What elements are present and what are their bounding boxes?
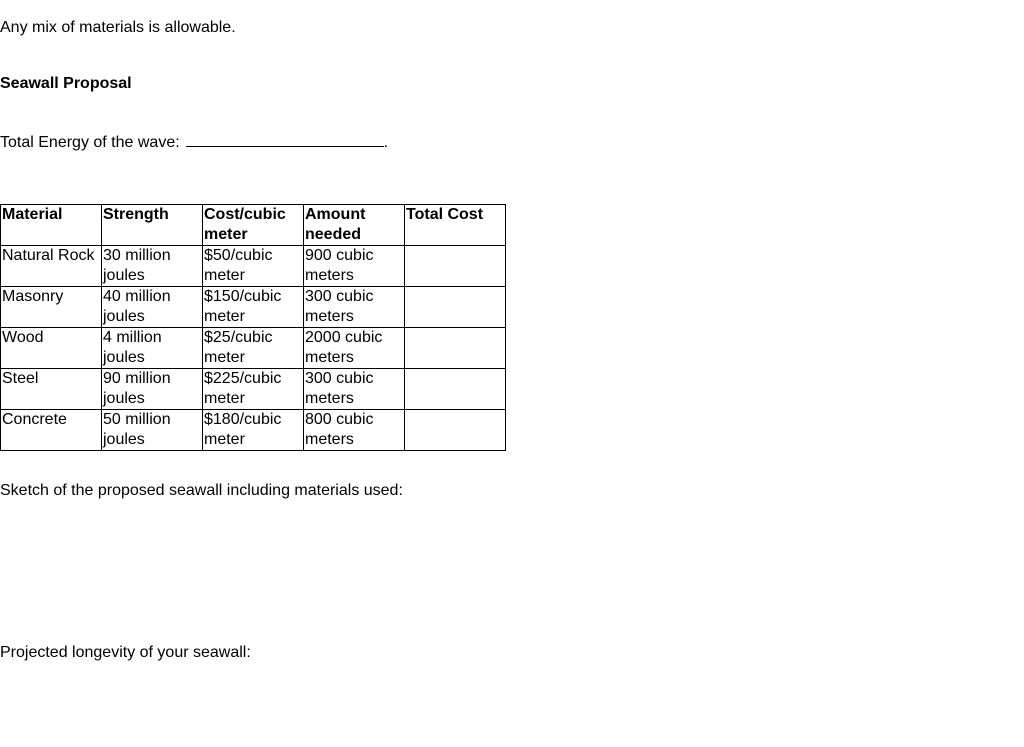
energy-question	[0, 132, 388, 153]
cell-cost: $25/cubic meter	[203, 328, 304, 369]
cell-strength: 50 million joules	[102, 410, 203, 451]
energy-suffix: .	[383, 134, 389, 151]
header-strength: Strength	[102, 205, 203, 246]
header-total-cost: Total Cost	[405, 205, 506, 246]
longevity-label: Projected longevity of your seawall:	[0, 644, 251, 661]
cell-strength: 40 million joules	[102, 287, 203, 328]
table-row	[1, 246, 506, 287]
cell-cost: $180/cubic meter	[203, 410, 304, 451]
intro-text: Any mix of materials is allowable.	[0, 19, 236, 36]
cell-material: Masonry	[1, 287, 102, 328]
cell-strength: 90 million joules	[102, 369, 203, 410]
cell-cost: $50/cubic meter	[203, 246, 304, 287]
cell-total-cost[interactable]	[405, 328, 506, 369]
cell-strength: 30 million joules	[102, 246, 203, 287]
sketch-label: Sketch of the proposed seawall including materials used:	[0, 482, 403, 499]
cell-amount: 300 cubic meters	[304, 287, 405, 328]
cell-amount: 900 cubic meters	[304, 246, 405, 287]
page-title: Seawall Proposal	[0, 75, 132, 92]
cell-total-cost[interactable]	[405, 410, 506, 451]
cell-total-cost[interactable]	[405, 287, 506, 328]
table-row	[1, 328, 506, 369]
cell-material: Wood	[1, 328, 102, 369]
cell-amount: 300 cubic meters	[304, 369, 405, 410]
cell-amount: 2000 cubic meters	[304, 328, 405, 369]
cell-cost: $225/cubic meter	[203, 369, 304, 410]
table-row	[1, 410, 506, 451]
table-row	[1, 369, 506, 410]
energy-answer-blank[interactable]	[186, 132, 384, 147]
header-amount: Amount needed	[304, 205, 405, 246]
cell-amount: 800 cubic meters	[304, 410, 405, 451]
cell-cost: $150/cubic meter	[203, 287, 304, 328]
cell-total-cost[interactable]	[405, 246, 506, 287]
header-material: Material	[1, 205, 102, 246]
energy-label: Total Energy of the wave:	[0, 134, 180, 151]
cell-material: Steel	[1, 369, 102, 410]
cell-material: Concrete	[1, 410, 102, 451]
cell-total-cost[interactable]	[405, 369, 506, 410]
header-cost: Cost/cubic meter	[203, 205, 304, 246]
table-row	[1, 287, 506, 328]
cell-strength: 4 million joules	[102, 328, 203, 369]
table-header-row	[1, 205, 506, 246]
materials-table	[0, 204, 506, 451]
cell-material: Natural Rock	[1, 246, 102, 287]
